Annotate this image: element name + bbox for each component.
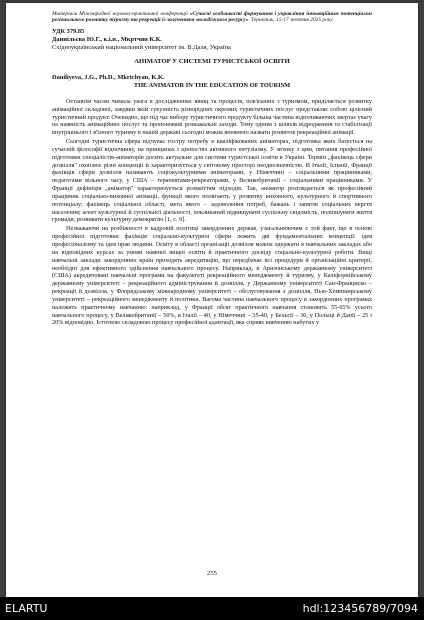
document-page — [6, 3, 418, 597]
title-en: THE ANIMATOR IN THE EDUCATION OF TOURISM — [133, 81, 291, 89]
conference-title: «Сучасні особливості формування і управління інноваційним потенціалом регіонального розвитку туризму та рекреації із залученням молодіжного ресурсу» — [52, 11, 372, 24]
conference-place: . Тернопіль, 15-17 жовтня 2015 року — [248, 17, 333, 24]
page-content — [52, 11, 372, 328]
handle-identifier: hdl:123456789/7094 — [302, 602, 418, 615]
affiliation: Східноукраїнський національний університет ім. В.Даля, Україна — [52, 43, 231, 51]
repository-name: ELARTU — [5, 602, 48, 615]
status-bar — [0, 597, 424, 620]
conference-header — [52, 11, 372, 24]
body-paragraph: Останнім часом чимала увага в дослідженнях явищ та процесів, пов'язаних з туризмом, приділяється розвитку анімаційної складової, завдяки якій сукупність різнорідних окремих туристичних послуг представляє собою цілісний туристичний продукт. Очевидно, що під час вибору туристичного продукту більша частина відпочиваючих звертає увагу на наявність анімаційних послуг та пропоновані розважальні заходи. Тому одним з шляхів відродження та стабілізації внутрішнього і в'їзного туризму в нашій державі сьогодні можна впевнено назвати розвиток рекреаційної анімації. — [52, 97, 372, 137]
body-paragraph: Незважаючи на розбіжності в кадровій політиці закордонних держав, узагальнюючим є той факт, що в основі професійної підготовки фахівців соціально-культурної сфери лежить дві фундаментальних концепції: ідея професіоналізму та ідея прав людини. Освіту в області організації дозвілля можна одержати в навчальних закладах або на відповідних курсах за умови наявної вищої освіти й практичного досвіду соціально-культурної роботи. Вищі навчальні заклади закордонних країн проходять акредитацію, що передбачає всі процедури й організаційні критерії, необхідні для ефективного здійснення навчального процесу. Наприклад, в Аризонському державному університеті (США) акредитовані навчальні програми на факультеті рекреаційного менеджменту й туризму, у Каліфорнійському державному університеті – рекреаційного адміністрування й дозвілля, у Державному університеті Сан-Франциско – рекреації й дозвілля, у Флоридському міжнародному університеті – обслуговування з дозвілля, Нью-Хемпширському університеті – рекреаційного менеджменту й політики. Вагома частина навчального процесу в закордонних програмах належить практичному навчанню: наприклад, у Франції обсяг практичного навчання становить 55-65% усього навчального процесу, у Великобританії – 50%, в Італії – 40, у Німеччині – 35-40, у Бельгії – 30, у Польщі й Данії – 25 і 20% відповідно. Істотною складовою процесу професійної адаптації, яка сприяє вивченню набутих у — [52, 225, 372, 327]
authors-ua: Даниільєва Ю.Г., к.і.н., Мкртчян К.К. — [52, 35, 162, 43]
body-paragraph: Сьогодні туристична сфера відчуває гостру потребу в кваліфікованих аніматорах, підготовка яких базується на сучасній філософії відпочинку, на принципах і цінностях активного ентузіазму. У зв'язку з цим, питання професійної підготовки спеціалістів-аніматорів досить актуальне для системи туристської освіти в Україні. Термін „фахівець сфери дозвілля" охоплює різні концепції й характеризується у світовому просторі неоднозначністю. В Італії, Іспанії, Франції фахівців сфери дозвілля називають соціокультурними аніматорами, у Німеччині – соціальними працівниками, педагогами вільного часу, у США – терапевтами-рекреаторами, у Великобританії – соціальними працівниками. У Франції дефініція „аніматор" характеризується розмаїттям підходів. Так, аніматор розглядається як професійний працівник соціально-виховної анімації, функції якого полягають у розвитку виховного, культурного й спортивного потенціалу; фахівець соціальної області, мета якого – задоволення потреб, бажань і запитів соціальних верств населення; агент культурної й суспільної діяльності, покликаний підвищувати суспільну свідомість, поліпшувати життя громади, розвивати культурну демократію [1, с. 9]. — [52, 138, 372, 224]
conference-prefix: Матеріали Міжнародної науково-практичної конференції — [52, 11, 190, 17]
authors-en: Daniliyeva, J.G., Ph.D., Mkrtchyan, K.K. — [52, 73, 165, 81]
title-ua: АНІМАТОР У СИСТЕМІ ТУРИСТСЬКОЇ ОСВІТИ — [134, 57, 290, 65]
page-number: 255 — [207, 570, 217, 577]
udk-code: УДК 379.85 — [52, 27, 85, 35]
